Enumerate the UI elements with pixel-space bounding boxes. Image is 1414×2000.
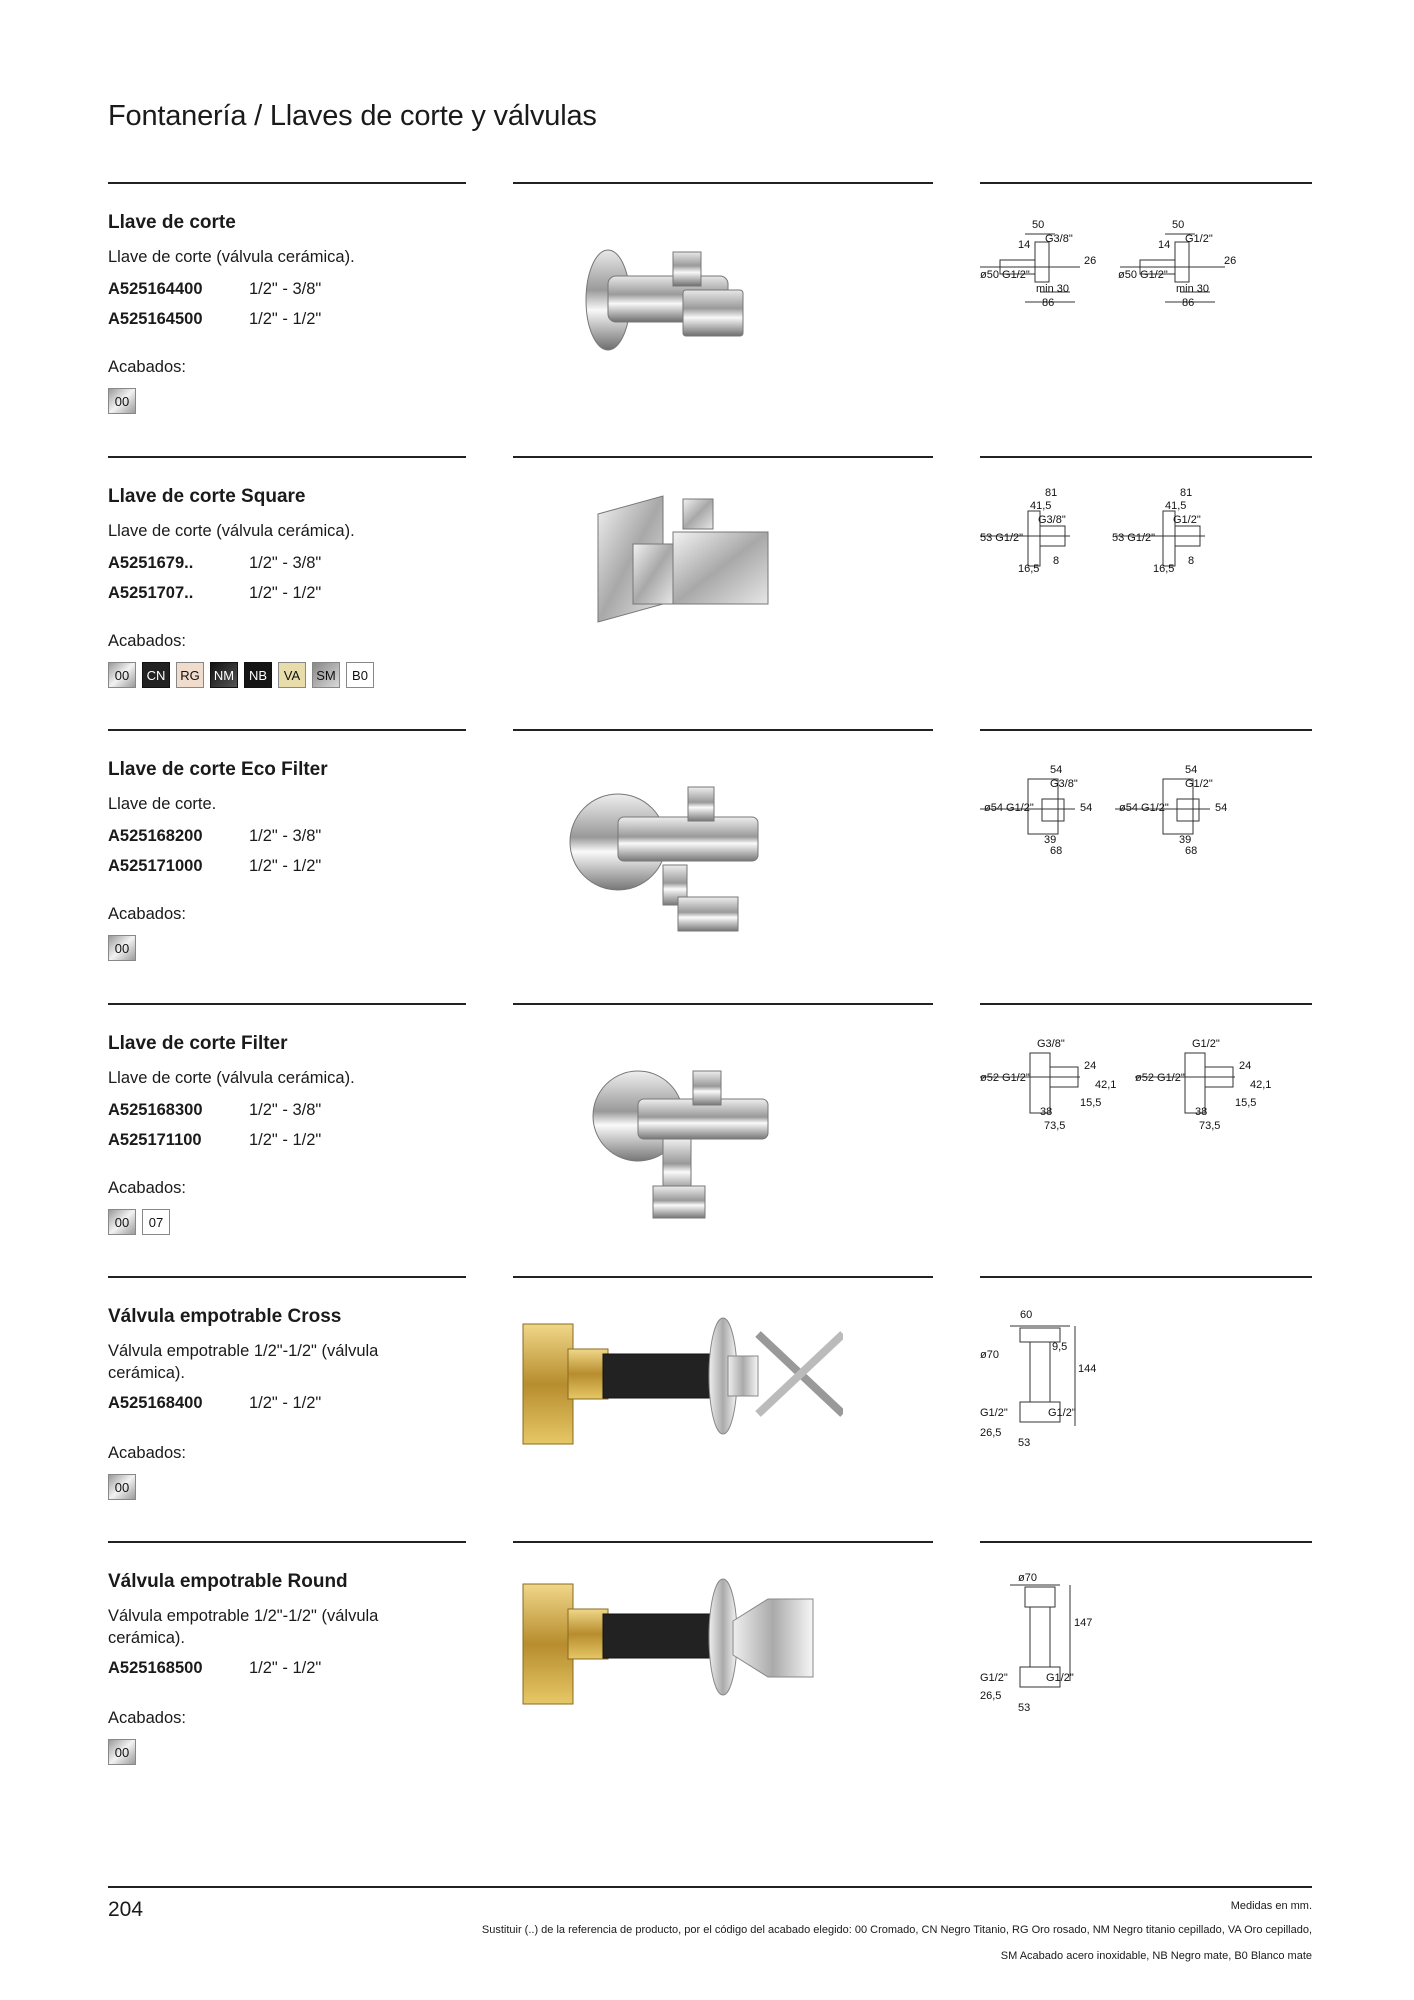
finish-swatch-nb: NB bbox=[244, 662, 272, 688]
product-name: Llave de corte Filter bbox=[108, 1033, 288, 1054]
product-size: 1/2" - 1/2" bbox=[249, 857, 322, 875]
dim-label: G1/2" bbox=[980, 1407, 1008, 1419]
dim-label: ø50 G1/2" bbox=[1118, 269, 1168, 281]
dim-label: 68 bbox=[1050, 845, 1063, 857]
finish-swatches bbox=[108, 1474, 136, 1500]
dim-label: G1/2" bbox=[1046, 1672, 1074, 1684]
code-row bbox=[108, 1101, 321, 1131]
dim-label: 54 bbox=[1080, 802, 1093, 814]
code-row bbox=[108, 310, 321, 340]
product-code: A525168400 bbox=[108, 1394, 203, 1412]
dim-label: 53 G1/2" bbox=[1112, 532, 1156, 544]
finish-swatch-00: 00 bbox=[108, 662, 136, 688]
product-description: Llave de corte (válvula cerámica). bbox=[108, 1069, 355, 1087]
dim-label: 60 bbox=[1020, 1309, 1033, 1321]
product-photo bbox=[513, 474, 843, 694]
dim-label: 15,5 bbox=[1235, 1097, 1257, 1109]
dim-label: 81 bbox=[1045, 487, 1058, 499]
technical-drawing bbox=[980, 759, 1312, 909]
finish-swatch-00: 00 bbox=[108, 388, 136, 414]
dim-label: 73,5 bbox=[1044, 1120, 1066, 1132]
product-description: Válvula empotrable 1/2"-1/2" (válvula cerámica). bbox=[108, 1342, 379, 1382]
dim-label: 53 bbox=[1018, 1702, 1031, 1714]
dim-label: G3/8" bbox=[1045, 233, 1073, 245]
product-description: Válvula empotrable 1/2"-1/2" (válvula cerámica). bbox=[108, 1607, 379, 1647]
dim-label: min 30 bbox=[1036, 283, 1070, 295]
dim-label: ø52 G1/2" bbox=[1135, 1072, 1185, 1084]
dim-label: G3/8" bbox=[1037, 1038, 1065, 1050]
finishes-label: Acabados: bbox=[108, 1709, 186, 1727]
product-description: Llave de corte (válvula cerámica). bbox=[108, 522, 355, 540]
product-size: 1/2" - 1/2" bbox=[249, 584, 322, 602]
dim-label: 50 bbox=[1032, 219, 1045, 231]
product-name: Válvula empotrable Round bbox=[108, 1571, 348, 1592]
product-codes bbox=[108, 554, 321, 614]
dim-label: 41,5 bbox=[1165, 500, 1187, 512]
product-size: 1/2" - 3/8" bbox=[249, 827, 322, 845]
dim-label: G3/8" bbox=[1038, 514, 1066, 526]
dim-label: ø50 G1/2" bbox=[980, 269, 1030, 281]
product-size: 1/2" - 3/8" bbox=[249, 1101, 322, 1119]
dim-label: min 30 bbox=[1176, 283, 1210, 295]
finishes-label: Acabados: bbox=[108, 632, 186, 650]
product-size: 1/2" - 1/2" bbox=[249, 1659, 322, 1677]
dim-label: 16,5 bbox=[1018, 563, 1040, 575]
dim-label: G1/2" bbox=[1173, 514, 1201, 526]
footer-divider bbox=[108, 1886, 1312, 1888]
dim-label: 81 bbox=[1180, 487, 1193, 499]
product-codes bbox=[108, 1659, 321, 1689]
dim-label: G1/2" bbox=[1048, 1407, 1076, 1419]
product-name: Llave de corte Eco Filter bbox=[108, 759, 328, 780]
divider bbox=[980, 1003, 1312, 1005]
dim-label: 68 bbox=[1185, 845, 1198, 857]
divider bbox=[513, 729, 933, 731]
finish-codes-note: SM Acabado acero inoxidable, NB Negro mate, B0 Blanco mate bbox=[1000, 1950, 1312, 1962]
finishes-label: Acabados: bbox=[108, 1444, 186, 1462]
page-title: Fontanería / Llaves de corte y válvulas bbox=[108, 100, 597, 132]
product-photo bbox=[513, 747, 843, 967]
dim-label: 73,5 bbox=[1199, 1120, 1221, 1132]
page-number: 204 bbox=[108, 1898, 144, 1921]
dim-label: 15,5 bbox=[1080, 1097, 1102, 1109]
product-photo bbox=[513, 1559, 843, 1779]
divider bbox=[513, 1003, 933, 1005]
product-photo bbox=[513, 1021, 843, 1241]
dim-label: 54 bbox=[1215, 802, 1228, 814]
finish-swatch-nm: NM bbox=[210, 662, 238, 688]
dim-label: 50 bbox=[1172, 219, 1185, 231]
finish-swatch-00: 00 bbox=[108, 935, 136, 961]
technical-drawing bbox=[980, 1033, 1312, 1183]
dim-label: 39 bbox=[1179, 834, 1192, 846]
finish-swatches bbox=[108, 1739, 136, 1765]
product-code: A525168500 bbox=[108, 1659, 203, 1677]
product-size: 1/2" - 1/2" bbox=[249, 310, 322, 328]
divider bbox=[108, 456, 466, 458]
product-size: 1/2" - 1/2" bbox=[249, 1131, 322, 1149]
divider bbox=[980, 729, 1312, 731]
finish-codes-note: Sustituir (..) de la referencia de producto, por el código del acabado elegido: 00 Cromado, CN Negro Titanio, RG Oro rosado, NM Negro titanio cepillado, VA Oro cepillado, bbox=[481, 1924, 1312, 1936]
finish-swatch-00: 00 bbox=[108, 1474, 136, 1500]
finishes-label: Acabados: bbox=[108, 358, 186, 376]
product-code: A525168300 bbox=[108, 1101, 203, 1119]
product-codes bbox=[108, 827, 321, 887]
divider bbox=[513, 182, 933, 184]
divider bbox=[980, 456, 1312, 458]
divider bbox=[108, 182, 466, 184]
finish-swatch-07: 07 bbox=[142, 1209, 170, 1235]
dim-label: 53 bbox=[1018, 1437, 1031, 1449]
product-code: A525164400 bbox=[108, 280, 203, 298]
dim-label: 8 bbox=[1053, 555, 1060, 567]
dim-label: ø70 bbox=[980, 1349, 999, 1361]
finish-swatches bbox=[108, 388, 136, 414]
dim-label: 54 bbox=[1185, 764, 1198, 776]
code-row bbox=[108, 827, 321, 857]
finish-swatch-va: VA bbox=[278, 662, 306, 688]
product-code: A525164500 bbox=[108, 310, 203, 328]
finish-swatch-sm: SM bbox=[312, 662, 340, 688]
dim-label: 24 bbox=[1239, 1060, 1252, 1072]
product-code: A525168200 bbox=[108, 827, 203, 845]
product-size: 1/2" - 3/8" bbox=[249, 554, 322, 572]
dim-label: 14 bbox=[1018, 239, 1031, 251]
dim-label: 41,5 bbox=[1030, 500, 1052, 512]
product-code: A5251707.. bbox=[108, 584, 194, 602]
dim-label: 26,5 bbox=[980, 1690, 1002, 1702]
divider bbox=[108, 1003, 466, 1005]
technical-drawing bbox=[980, 1306, 1312, 1456]
dim-label: 26,5 bbox=[980, 1427, 1002, 1439]
code-row bbox=[108, 857, 321, 887]
product-size: 1/2" - 3/8" bbox=[249, 280, 322, 298]
dim-label: 26 bbox=[1224, 255, 1237, 267]
divider bbox=[513, 1276, 933, 1278]
finish-swatch-cn: CN bbox=[142, 662, 170, 688]
finishes-label: Acabados: bbox=[108, 1179, 186, 1197]
divider bbox=[980, 1276, 1312, 1278]
dim-label: ø54 G1/2" bbox=[1119, 802, 1169, 814]
divider bbox=[513, 1541, 933, 1543]
finish-swatches bbox=[108, 1209, 170, 1235]
dim-label: 38 bbox=[1040, 1106, 1053, 1118]
product-size: 1/2" - 1/2" bbox=[249, 1394, 322, 1412]
product-photo bbox=[513, 1294, 843, 1514]
product-description: Llave de corte. bbox=[108, 795, 217, 813]
dim-label: G1/2" bbox=[1185, 233, 1213, 245]
dim-label: 42,1 bbox=[1095, 1079, 1117, 1091]
technical-drawing bbox=[980, 212, 1312, 362]
dim-label: 24 bbox=[1084, 1060, 1097, 1072]
code-row bbox=[108, 554, 321, 584]
code-row bbox=[108, 1394, 321, 1424]
code-row bbox=[108, 1131, 321, 1161]
product-code: A5251679.. bbox=[108, 554, 194, 572]
dim-label: 86 bbox=[1182, 297, 1195, 309]
divider bbox=[980, 1541, 1312, 1543]
dim-label: ø54 G1/2" bbox=[984, 802, 1034, 814]
divider bbox=[513, 456, 933, 458]
dim-label: G1/2" bbox=[1185, 778, 1213, 790]
code-row bbox=[108, 584, 321, 614]
finish-swatch-00: 00 bbox=[108, 1209, 136, 1235]
dim-label: 8 bbox=[1188, 555, 1195, 567]
measures-note: Medidas en mm. bbox=[1230, 1900, 1312, 1912]
product-codes bbox=[108, 1394, 321, 1424]
technical-drawing bbox=[980, 486, 1312, 636]
dim-label: 147 bbox=[1074, 1617, 1093, 1629]
finish-swatch-rg: RG bbox=[176, 662, 204, 688]
product-name: Válvula empotrable Cross bbox=[108, 1306, 342, 1327]
dim-label: G3/8" bbox=[1050, 778, 1078, 790]
dim-label: 14 bbox=[1158, 239, 1171, 251]
dim-label: G1/2" bbox=[980, 1672, 1008, 1684]
dim-label: ø70 bbox=[1018, 1572, 1037, 1584]
finish-swatch-b0: B0 bbox=[346, 662, 374, 688]
dim-label: 26 bbox=[1084, 255, 1097, 267]
dim-label: 53 G1/2" bbox=[980, 532, 1024, 544]
dim-label: 16,5 bbox=[1153, 563, 1175, 575]
product-codes bbox=[108, 1101, 321, 1161]
product-codes bbox=[108, 280, 321, 340]
product-code: A525171000 bbox=[108, 857, 203, 875]
dim-label: 9,5 bbox=[1052, 1341, 1068, 1353]
divider bbox=[108, 1276, 466, 1278]
product-name: Llave de corte Square bbox=[108, 486, 306, 507]
product-photo bbox=[513, 200, 843, 420]
dim-label: 86 bbox=[1042, 297, 1055, 309]
dim-label: 38 bbox=[1195, 1106, 1208, 1118]
code-row bbox=[108, 1659, 321, 1689]
divider bbox=[108, 1541, 466, 1543]
code-row bbox=[108, 280, 321, 310]
dim-label: 54 bbox=[1050, 764, 1063, 776]
finish-swatch-00: 00 bbox=[108, 1739, 136, 1765]
divider bbox=[980, 182, 1312, 184]
dim-label: 39 bbox=[1044, 834, 1057, 846]
technical-drawing bbox=[980, 1571, 1312, 1721]
product-name: Llave de corte bbox=[108, 212, 236, 233]
product-code: A525171100 bbox=[108, 1131, 202, 1149]
finish-swatches bbox=[108, 935, 136, 961]
dim-label: G1/2" bbox=[1192, 1038, 1220, 1050]
dim-label: 144 bbox=[1078, 1363, 1097, 1375]
divider bbox=[108, 729, 466, 731]
dim-label: ø52 G1/2" bbox=[980, 1072, 1030, 1084]
finishes-label: Acabados: bbox=[108, 905, 186, 923]
dim-label: 42,1 bbox=[1250, 1079, 1272, 1091]
finish-swatches bbox=[108, 662, 374, 688]
product-description: Llave de corte (válvula cerámica). bbox=[108, 248, 355, 266]
